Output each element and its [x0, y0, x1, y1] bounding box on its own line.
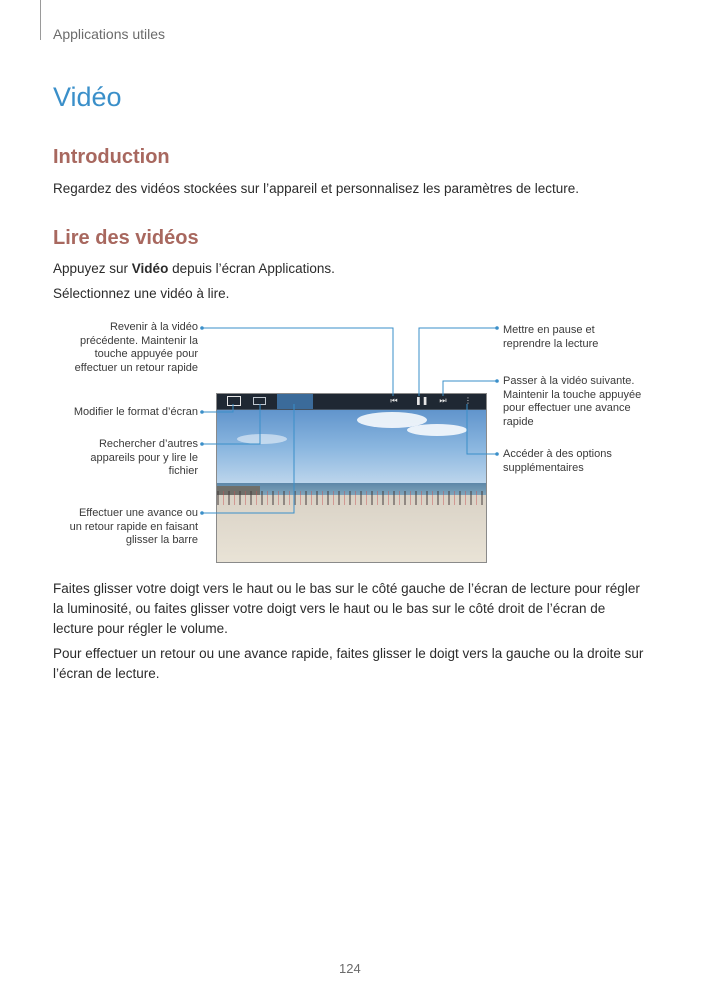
page-title: Vidéo: [53, 82, 122, 112]
video-frame-cloud: [407, 424, 467, 436]
introduction-text: Regardez des vidéos stockées sur l’appareil et personnalisez les paramètres de lecture.: [53, 181, 580, 196]
next-icon[interactable]: ⏭: [439, 396, 447, 405]
callout-dot: [200, 326, 204, 330]
step-1: [53, 259, 653, 279]
callout-next: Passer à la vidéo suivante. Maintenir la touche appuyée pour effectuer une avance rapide: [503, 375, 642, 428]
callout-seek-bar: Effectuer une avance ou un retour rapide en faisant glisser la barre: [69, 507, 198, 546]
callout-more-options: Accéder à des options supplémentaires: [503, 448, 612, 474]
body-paragraph-1: Faites glisser votre doigt vers le haut ou le bas sur le côté gauche de l’écran de lecture pour régler la luminosité, ou faites glisser votre doigt vers le haut ou le bas sur le côté droit de l’écran de lecture pour régler le volume.: [53, 581, 640, 636]
callout-dot: [200, 410, 204, 414]
callout-line-previous: [202, 328, 393, 396]
step-1-prefix: Appuyez sur: [53, 261, 132, 276]
page-number: 124: [339, 961, 361, 976]
callout-dot: [495, 326, 499, 330]
step-1-app-name: Vidéo: [131, 261, 169, 276]
video-player-screenshot: [216, 393, 487, 563]
screen-format-icon[interactable]: [227, 396, 241, 406]
video-frame-cloud: [237, 434, 287, 444]
player-toolbar: [217, 394, 486, 410]
callout-dot: [200, 442, 204, 446]
step-1-suffix: depuis l’écran Applications.: [168, 261, 335, 276]
callout-screen-format: Modifier le format d’écran: [73, 406, 198, 418]
video-frame-beach: [217, 495, 486, 562]
step-2: Sélectionnez une vidéo à lire.: [53, 286, 230, 301]
callout-pause: Mettre en pause et reprendre la lecture: [503, 324, 599, 350]
callout-previous: Revenir à la vidéo précédente. Maintenir la touche appuyée pour effectuer un retour rapide: [74, 321, 198, 374]
pause-icon[interactable]: ❚❚: [415, 396, 429, 405]
section-heading-play: Lire des vidéos: [53, 227, 199, 249]
body-paragraph-2: Pour effectuer un retour ou une avance rapide, faites glisser le doigt vers la gauche ou la droite sur l’écran de lecture.: [53, 646, 644, 681]
previous-icon[interactable]: ⏮: [390, 396, 398, 405]
callout-dot: [495, 452, 499, 456]
seek-bar[interactable]: [277, 394, 313, 409]
callout-dot: [200, 511, 204, 515]
running-head: Applications utiles: [53, 26, 166, 42]
callout-dot: [495, 379, 499, 383]
margin-line: [40, 0, 41, 40]
callout-search-devices: Rechercher d’autres appareils pour y lire le fichier: [90, 438, 198, 477]
video-frame-people: [217, 491, 486, 504]
device-search-icon[interactable]: [253, 397, 266, 405]
more-options-icon[interactable]: ⋮: [464, 396, 472, 405]
section-heading-introduction: Introduction: [53, 146, 170, 168]
callout-line-pause: [419, 328, 497, 396]
